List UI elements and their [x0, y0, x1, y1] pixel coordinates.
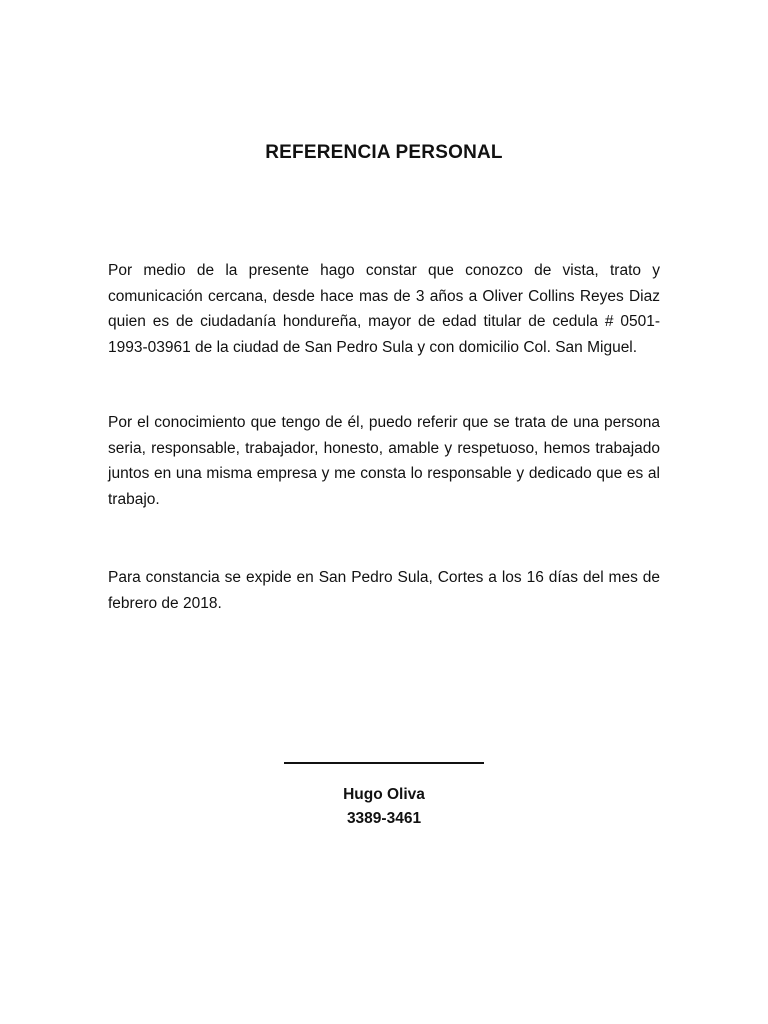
signer-phone: 3389-3461 — [346, 810, 422, 827]
signer-name: Hugo Oliva — [343, 786, 425, 803]
paragraph-issuance: Para constancia se expide en San Pedro Sula, Cortes a los 16 días del mes de febrero de 2018. — [108, 569, 660, 612]
paragraph-introduction: Por medio de la presente hago constar que conozco de vista, trato y comunicación cercana, desde hace mas de 3 años a Oliver Collins Reyes Diaz quien es de ciudadanía hondureña, mayor de edad titular de cedula # 0501-1993-03961 de la ciudad de San Pedro Sula y con domicilio Col. San Miguel. — [108, 262, 660, 356]
document-title: REFERENCIA PERSONAL — [265, 142, 503, 163]
paragraph-character-reference: Por el conocimiento que tengo de él, puedo referir que se trata de una persona seria, responsable, trabajador, honesto, amable y respetuoso, hemos trabajado juntos en una misma empresa y me consta lo responsable y dedicado que es al trabajo. — [108, 414, 660, 508]
signature-line — [284, 762, 484, 764]
